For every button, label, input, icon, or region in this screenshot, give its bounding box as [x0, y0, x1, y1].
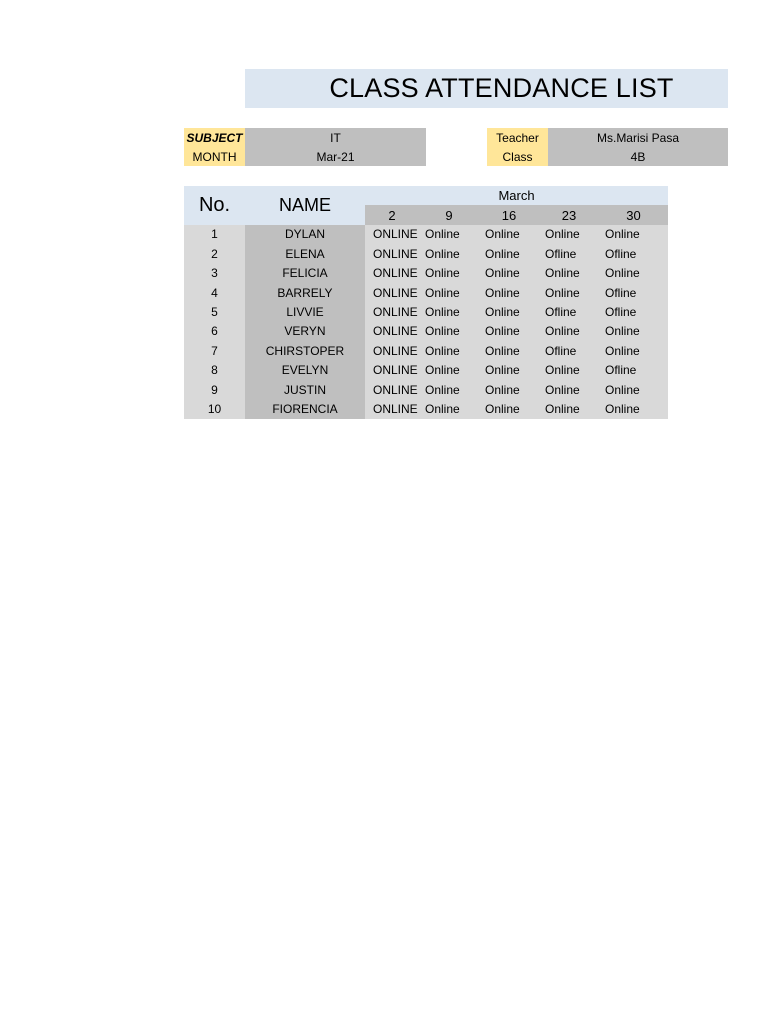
- attendance-status: Ofline: [599, 302, 668, 321]
- date-header: 16: [479, 205, 539, 224]
- class-value: 4B: [548, 147, 728, 166]
- date-header: 9: [419, 205, 479, 224]
- attendance-status: Ofline: [539, 341, 599, 360]
- teacher-label: Teacher: [487, 128, 548, 147]
- table-row: [184, 341, 668, 360]
- student-name: FELICIA: [245, 264, 365, 283]
- attendance-status: ONLINE: [365, 361, 419, 380]
- attendance-status: Online: [419, 283, 479, 302]
- attendance-status: Online: [479, 341, 539, 360]
- attendance-status: Online: [539, 361, 599, 380]
- month-value: Mar-21: [245, 147, 426, 166]
- attendance-status: Online: [419, 361, 479, 380]
- row-number: 5: [184, 302, 245, 321]
- attendance-status: ONLINE: [365, 380, 419, 399]
- attendance-status: Online: [599, 399, 668, 418]
- row-number: 7: [184, 341, 245, 360]
- attendance-status: ONLINE: [365, 225, 419, 244]
- student-name: DYLAN: [245, 225, 365, 244]
- attendance-status: ONLINE: [365, 399, 419, 418]
- attendance-status: Ofline: [599, 244, 668, 263]
- attendance-status: ONLINE: [365, 322, 419, 341]
- attendance-status: Online: [419, 380, 479, 399]
- table-row: [184, 283, 668, 302]
- attendance-status: Online: [419, 399, 479, 418]
- attendance-status: Online: [419, 244, 479, 263]
- student-name: FIORENCIA: [245, 399, 365, 418]
- date-header: 30: [599, 205, 668, 224]
- attendance-status: Online: [539, 283, 599, 302]
- attendance-status: Ofline: [599, 361, 668, 380]
- student-name: JUSTIN: [245, 380, 365, 399]
- attendance-table: [184, 186, 668, 419]
- month-header: March: [365, 186, 668, 205]
- month-label: MONTH: [184, 147, 245, 166]
- subject-value: IT: [245, 128, 426, 147]
- attendance-body: [184, 225, 668, 419]
- attendance-status: Online: [419, 341, 479, 360]
- attendance-status: Online: [479, 225, 539, 244]
- row-number: 2: [184, 244, 245, 263]
- row-number: 3: [184, 264, 245, 283]
- table-row: [184, 244, 668, 263]
- attendance-status: Online: [599, 322, 668, 341]
- student-name: LIVVIE: [245, 302, 365, 321]
- page-title: CLASS ATTENDANCE LIST: [329, 73, 674, 103]
- attendance-status: Online: [479, 283, 539, 302]
- table-row: [184, 322, 668, 341]
- table-row: [184, 264, 668, 283]
- student-name: VERYN: [245, 322, 365, 341]
- table-row: [184, 225, 668, 244]
- attendance-status: Online: [599, 225, 668, 244]
- no-header: No.: [184, 186, 245, 225]
- row-number: 9: [184, 380, 245, 399]
- student-name: CHIRSTOPER: [245, 341, 365, 360]
- student-name: BARRELY: [245, 283, 365, 302]
- attendance-status: Online: [479, 322, 539, 341]
- attendance-status: ONLINE: [365, 244, 419, 263]
- row-number: 6: [184, 322, 245, 341]
- attendance-status: Online: [419, 302, 479, 321]
- attendance-status: Online: [479, 361, 539, 380]
- date-header: 2: [365, 205, 419, 224]
- attendance-status: Online: [479, 244, 539, 263]
- attendance-status: Online: [599, 264, 668, 283]
- attendance-status: ONLINE: [365, 283, 419, 302]
- attendance-status: Ofline: [599, 283, 668, 302]
- attendance-status: Online: [599, 341, 668, 360]
- attendance-status: Online: [539, 264, 599, 283]
- attendance-status: Online: [479, 302, 539, 321]
- student-name: ELENA: [245, 244, 365, 263]
- teacher-value: Ms.Marisi Pasa: [548, 128, 728, 147]
- row-number: 1: [184, 225, 245, 244]
- subject-label: SUBJECT: [184, 128, 245, 147]
- attendance-status: Online: [419, 264, 479, 283]
- attendance-status: Online: [479, 264, 539, 283]
- attendance-status: Ofline: [539, 302, 599, 321]
- table-row: [184, 399, 668, 418]
- table-row: [184, 380, 668, 399]
- attendance-status: ONLINE: [365, 264, 419, 283]
- table-row: [184, 361, 668, 380]
- row-number: 8: [184, 361, 245, 380]
- class-label: Class: [487, 147, 548, 166]
- attendance-status: Online: [479, 380, 539, 399]
- student-name: EVELYN: [245, 361, 365, 380]
- attendance-status: Online: [419, 322, 479, 341]
- name-header: NAME: [245, 186, 365, 225]
- table-row: [184, 302, 668, 321]
- row-number: 4: [184, 283, 245, 302]
- row-number: 10: [184, 399, 245, 418]
- attendance-status: Online: [419, 225, 479, 244]
- attendance-status: Online: [599, 380, 668, 399]
- date-header: 23: [539, 205, 599, 224]
- attendance-status: ONLINE: [365, 341, 419, 360]
- attendance-status: Online: [539, 380, 599, 399]
- title-bar: [245, 69, 728, 108]
- attendance-status: Ofline: [539, 244, 599, 263]
- attendance-status: Online: [539, 225, 599, 244]
- attendance-status: Online: [479, 399, 539, 418]
- attendance-status: Online: [539, 399, 599, 418]
- attendance-status: Online: [539, 322, 599, 341]
- attendance-status: ONLINE: [365, 302, 419, 321]
